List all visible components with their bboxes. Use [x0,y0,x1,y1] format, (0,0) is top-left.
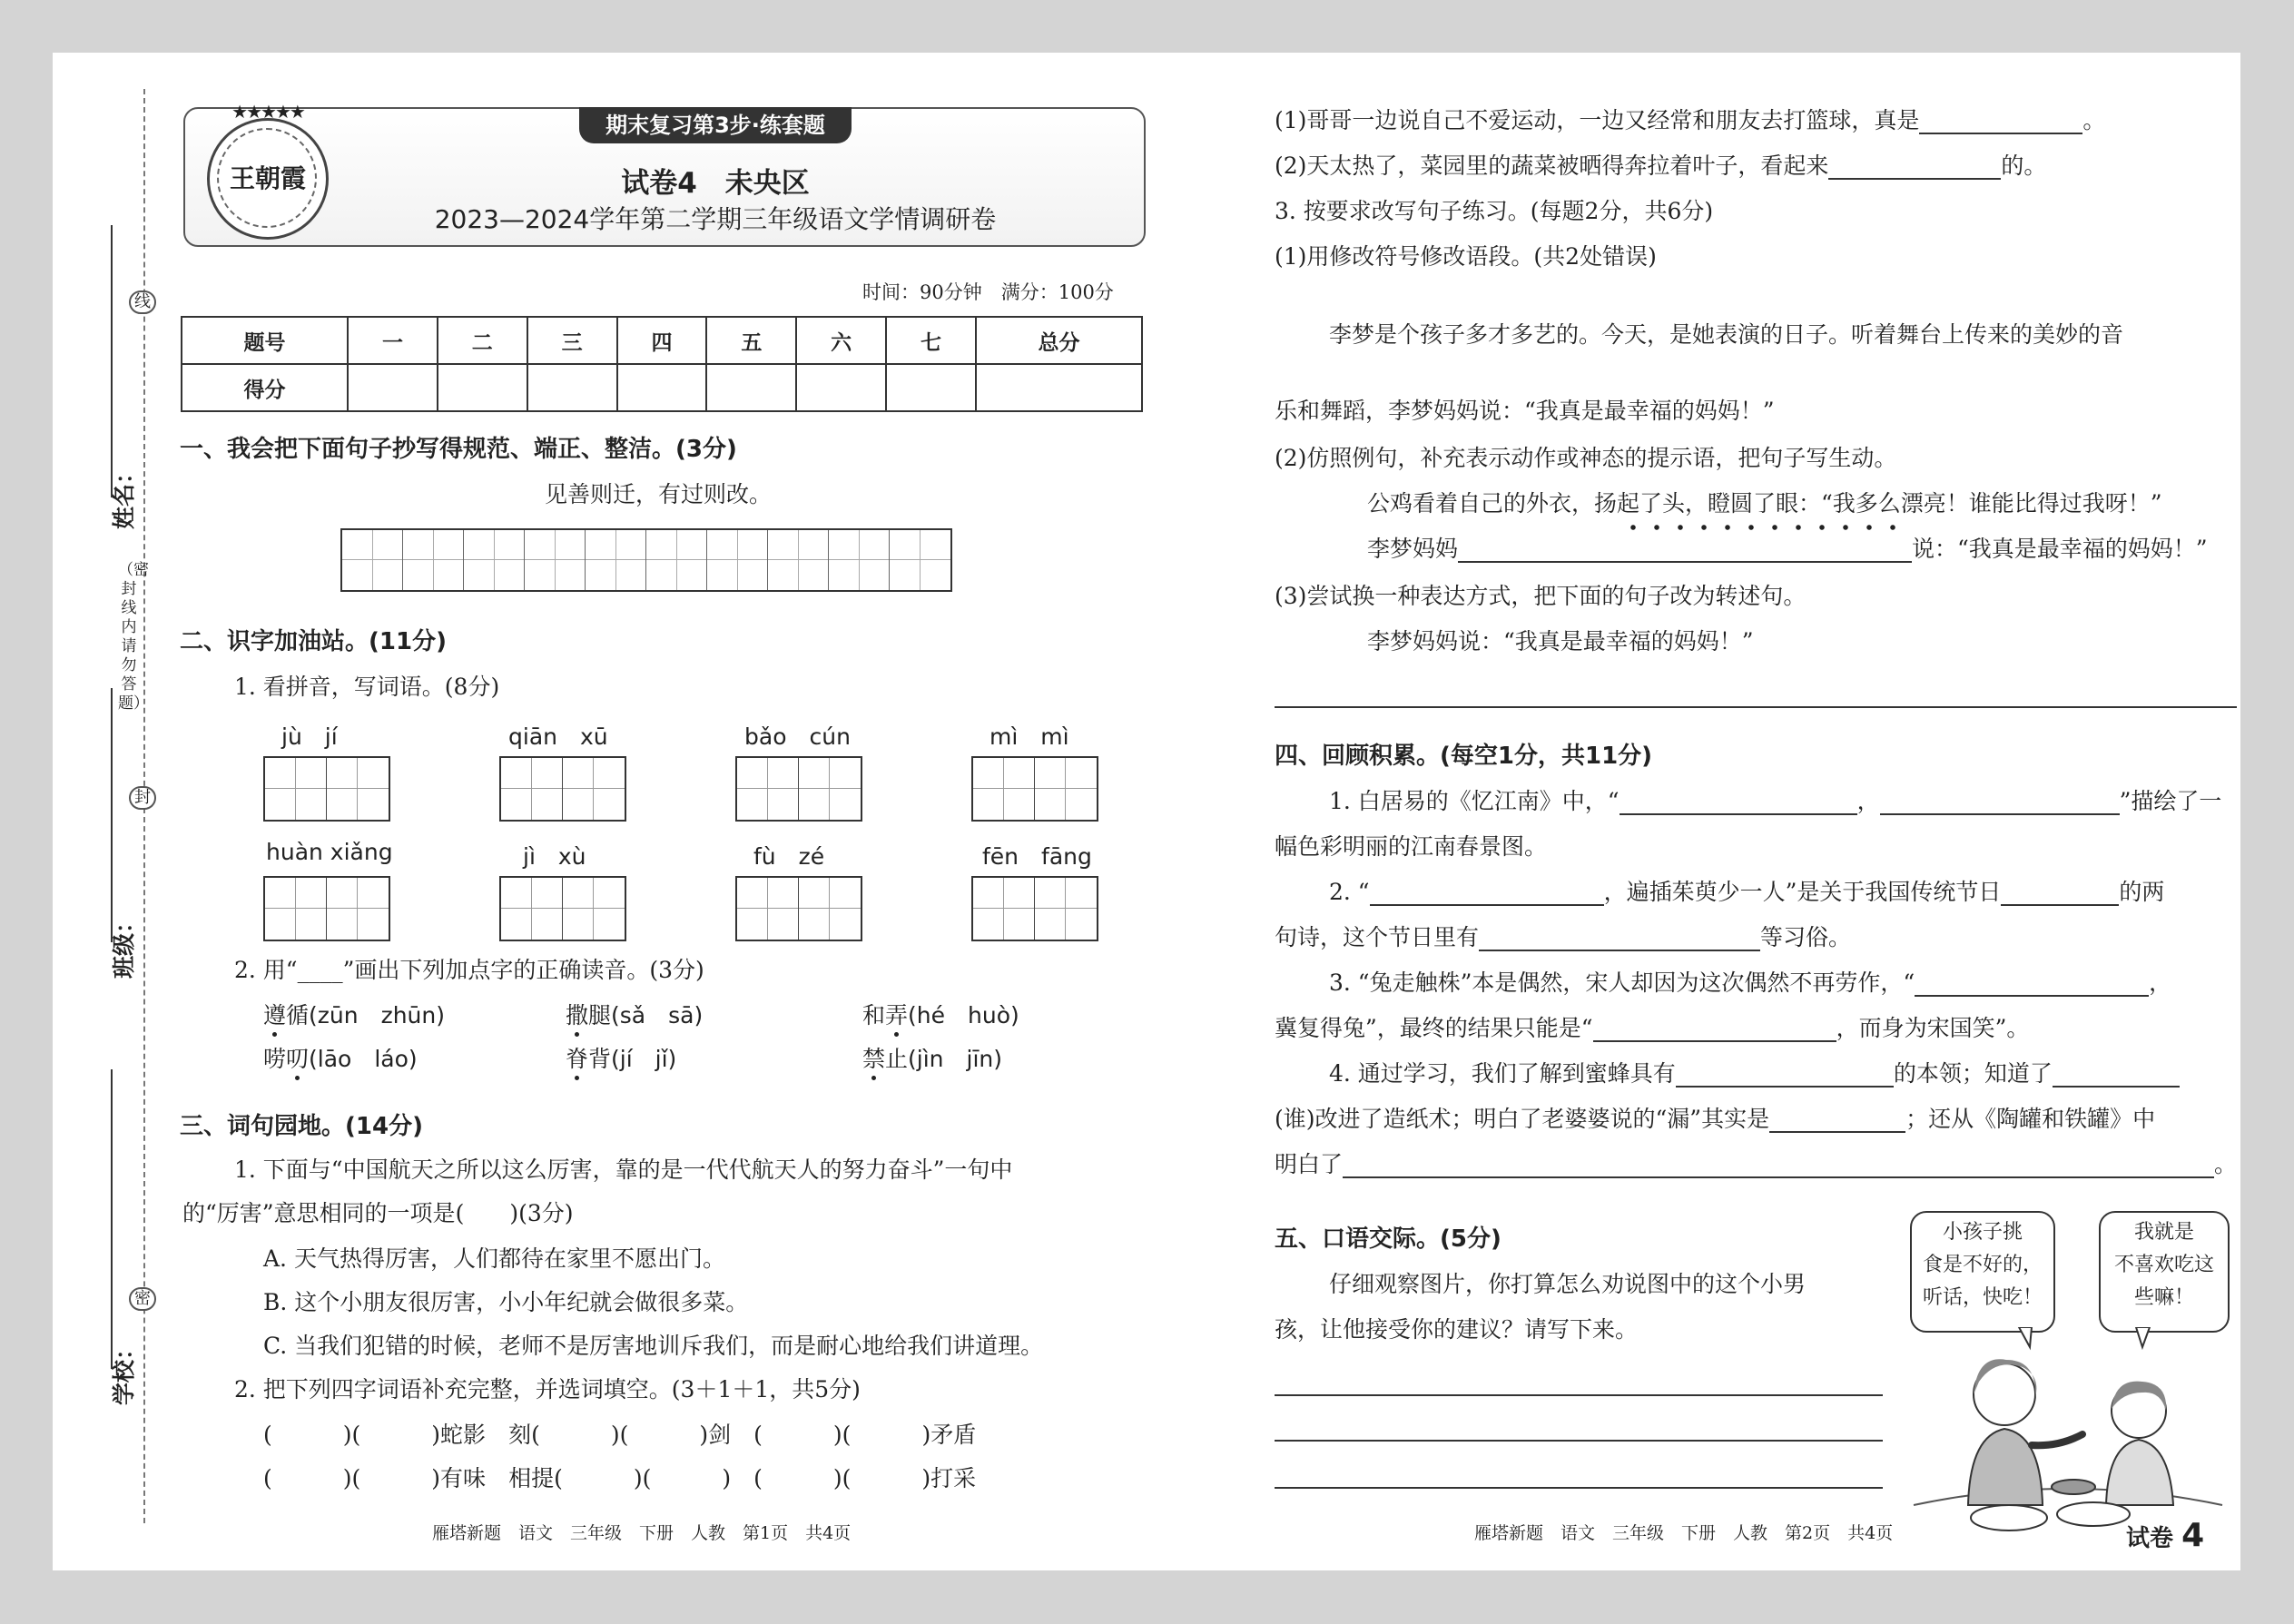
section5-title: 五、口语交际。(5分) [1275,1225,1501,1253]
grid-cell[interactable] [646,530,707,590]
char-cell[interactable] [563,758,625,820]
seal-mark-top: 线 [129,290,156,314]
blank[interactable] [1343,1153,2214,1178]
blank[interactable] [1620,790,1857,815]
pinyin-label: jì xù [523,843,586,870]
col-header: 题号 [182,317,348,364]
option-a[interactable]: A. 天气热得厉害，人们都待在家里不愿出门。 [263,1245,725,1272]
seal-notice: （密封线内请勿答题） [118,561,149,713]
answer-line[interactable] [1275,706,2237,708]
paper-tag-label: 试卷 [2126,1525,2174,1552]
score-cell[interactable] [706,364,796,411]
section4-title: 四、回顾积累。(每空1分，共11分) [1275,743,1653,770]
text: 句诗，这个节日里有 [1275,924,1480,950]
bowl [2052,1480,2095,1494]
char-cell[interactable] [501,758,563,820]
blank[interactable] [1370,881,1604,906]
s4-q3-cont[interactable] [1275,1015,2029,1042]
example-sentence [1367,490,2162,517]
option-c[interactable]: C. 当我们犯错的时候，老师不是厉害地训斥我们，而是耐心地给我们讲道理。 [263,1333,1044,1359]
paper-tag [2126,1516,2204,1555]
copy-sentence: 见善则迁，有过则改。 [545,481,773,507]
seal-mark-mid: 封 [129,786,156,810]
answer-box[interactable] [735,876,862,941]
item-post: 循(zūn zhūn) [286,1002,445,1029]
bubble-line: 听话，快吃！ [1922,1286,2043,1309]
answer-box[interactable] [735,756,862,822]
footer-right: 雁塔新题 语文 三年级 下册 人教 第2页 共4页 [1474,1523,1894,1543]
answer-box[interactable] [263,756,390,822]
char-cell[interactable] [737,878,799,940]
char-cell[interactable] [799,878,861,940]
pinyin-label: qiān xū [508,723,608,750]
char-cell[interactable] [265,758,327,820]
paper-number: 4 [2181,1517,2205,1554]
idiom-part: 刻 [508,1422,532,1448]
exam-sheet [53,53,2240,1570]
s3-q3-2: (2)仿照例句，补充表示动作或神态的提示语，把句子写生动。 [1275,445,1897,471]
idiom-row-2[interactable]: ( )( )有味 相提( )( ) ( )( )打采 [263,1465,977,1491]
logo-text: 王朝霞 [229,163,306,193]
s4-q1-cont: 幅色彩明丽的江南春景图。 [1275,833,1548,860]
bubble-tail-left [2019,1327,2032,1347]
char-cell[interactable] [1035,758,1097,820]
char-cell[interactable] [973,758,1035,820]
s5-desc2: 孩，让他接受你的建议？请写下来。 [1275,1316,1639,1343]
s3-q1-line1: 1. 下面与“中国航天之所以这么厉害，靠的是一代代航天人的努力奋斗”一句中 [234,1156,1013,1183]
blank[interactable] [1880,790,2120,815]
answer-box[interactable] [971,876,1098,941]
example-text: 公鸡看着自己的外衣，扬起了头，瞪圆了眼：“我多么漂亮！谁能比得过我呀！” [1367,490,2162,517]
blank[interactable] [1593,1017,1836,1042]
option-b[interactable]: B. 这个小朋友很厉害，小小年纪就会做很多菜。 [263,1289,749,1315]
pinyin-label: jù jí [281,723,338,750]
s4-q2-cont[interactable] [1275,924,1851,951]
blank[interactable] [1458,537,1912,563]
s3-q3: 3. 按要求改写句子练习。(每题2分，共6分) [1275,198,1714,224]
blank[interactable] [2001,881,2119,906]
grid-cell[interactable] [586,530,646,590]
grid-cell[interactable] [707,530,768,590]
blank[interactable] [2053,1062,2180,1088]
fill-2-text: (2)天太热了，菜园里的蔬菜被晒得奔拉着叶子，看起来 [1275,153,1829,179]
col-header: 二 [438,317,527,364]
reading-item[interactable] [263,1046,418,1073]
col-header: 六 [796,317,886,364]
pinyin-label: bǎo cún [744,723,851,750]
text: 的两 [2119,879,2165,905]
score-cell[interactable] [527,364,617,411]
grid-cell[interactable] [829,530,890,590]
char-cell[interactable] [563,878,625,940]
s5-desc1: 仔细观察图片，你打算怎么劝说图中的这个小男 [1329,1271,1807,1297]
grid-cell[interactable] [464,530,525,590]
paragraph-line1: 李梦是个孩子多才多艺的。今天，是她表演的日子。听着舞台上传来的美妙的音 [1329,321,2124,348]
col-header: 一 [348,317,438,364]
text: ， [2149,969,2172,996]
banner-label: 期末复习第3步·练套题 [579,107,852,143]
blank[interactable] [1828,154,2001,180]
text: (谁)改进了造纸术；明白了老婆婆说的“漏”其实是 [1275,1106,1770,1132]
item-post: (hé huò) [908,1002,1019,1029]
text: ，而身为宋国笑”。 [1836,1015,2030,1041]
char-cell[interactable] [327,878,389,940]
reading-item[interactable] [566,1002,703,1029]
col-header: 总分 [976,317,1142,364]
s3-q3-3: (3)尝试换一种表达方式，把下面的句子改为转述句。 [1275,583,1807,609]
char-cell[interactable] [265,878,327,940]
answer-line[interactable] [1275,1394,1883,1396]
dotted-char: 遵 [263,1002,287,1029]
plate-right [2057,1502,2130,1526]
text: 明白了 [1275,1151,1344,1177]
s4-q2[interactable] [1329,879,2164,906]
pinyin-label: fēn fāng [982,843,1092,870]
school-blank [111,1069,113,1369]
fill-1[interactable]: (1)哥哥一边说自己不爱运动，一边又经常和朋友去打篮球，真是 。 [1275,107,2106,133]
mimic-sentence[interactable] [1367,536,2208,563]
section2-title: 二、识字加油站。(11分) [180,628,447,655]
fill-1-text: (1)哥哥一边说自己不爱运动，一边又经常和朋友去打篮球，真是 [1275,107,1920,133]
text: ；还从《陶罐和铁罐》中 [1905,1106,2156,1132]
s4-q1[interactable] [1329,788,2221,815]
blank[interactable] [1919,109,2082,134]
fill-2[interactable] [1275,153,2046,180]
char-cell[interactable] [327,758,389,820]
grid-cell[interactable] [768,530,829,590]
idiom-part: 有味 [440,1465,487,1491]
score-cell[interactable] [886,364,976,411]
text: 等习俗。 [1760,924,1852,950]
exam-title: 试卷4 未央区 [621,167,810,200]
grid-cell[interactable] [403,530,464,590]
char-cell[interactable] [1035,878,1097,940]
plate-left [1971,1505,2047,1530]
speech-bubble-boy [2099,1211,2230,1333]
idiom-part: 相提 [508,1465,555,1491]
grid-cell[interactable] [342,530,403,590]
name-blank [111,225,113,497]
bubble-line: 食是不好的， [1922,1254,2043,1276]
mother-arm [2032,1434,2082,1445]
mimic-pre: 李梦妈妈 [1367,536,1459,562]
dining-illustration [1905,1327,2231,1545]
item-post: 背(jí jǐ) [588,1046,677,1072]
bubble-line: 小孩子挑 [1942,1221,2023,1244]
text: 4. 通过学习，我们了解到蜜蜂具有 [1329,1060,1676,1087]
dotted-char: 脊 [566,1046,589,1072]
idiom-part: 打采 [930,1465,977,1491]
answer-line[interactable] [1275,1440,1883,1442]
score-cell[interactable] [438,364,527,411]
text: 2. “ [1329,879,1370,905]
s2-q1: 1. 看拼音，写词语。(8分) [234,674,500,700]
score-cell[interactable] [976,364,1142,411]
section3-title: 三、词句园地。(14分) [180,1113,423,1140]
dotted-char: 叨 [286,1046,310,1072]
score-value-row [182,364,1142,411]
answer-line[interactable] [1275,1487,1883,1489]
s4-q3[interactable] [1329,969,2171,997]
mimic-post: 说：“我真是最幸福的妈妈！” [1912,536,2208,562]
mother-body [1968,1429,2043,1505]
text: ，遍插茱萸少一人”是关于我国传统节日 [1603,879,2002,905]
score-cell[interactable] [796,364,886,411]
char-cell[interactable] [799,758,861,820]
col-header: 四 [617,317,707,364]
pinyin-label: mì mì [989,723,1069,750]
copy-writing-grid[interactable] [340,528,952,592]
blank[interactable] [1915,971,2149,997]
fill-2-end: 的。 [2001,153,2047,179]
s3-q1-line2: 的“厉害”意思相同的一项是( )(3分) [182,1200,574,1226]
idiom-row-1[interactable]: ( )( )蛇影 刻( )( )剑 ( )( )矛盾 [263,1422,977,1448]
idiom-part: 剑 [708,1422,732,1448]
text: 1. 白居易的《忆江南》中，“ [1329,788,1620,814]
text: 。 [2214,1151,2238,1177]
char-cell[interactable] [501,878,563,940]
s4-q4-cont[interactable] [1275,1106,2155,1133]
s2-q2: 2. 用“____”画出下列加点字的正确读音。(3分) [234,957,704,983]
speech-bubble-mother [1910,1211,2055,1333]
s4-q4-end[interactable] [1275,1151,2237,1178]
idiom-part: 蛇影 [440,1422,487,1448]
time-info: 时间：90分钟 满分：100分 [862,281,1114,303]
dotted-char: 禁 [862,1046,886,1072]
score-header-row [182,317,1142,364]
item-pre: 唠 [263,1046,287,1072]
name-label: 姓名： [111,460,137,529]
bubble-line: 不喜欢吃这 [2113,1254,2214,1276]
section1-title: 一、我会把下面句子抄写得规范、端正、整洁。(3分) [180,436,737,463]
bubble-tail-right [2136,1327,2150,1347]
col-header: 七 [886,317,976,364]
col-header: 五 [706,317,796,364]
answer-box[interactable] [971,756,1098,822]
reading-item[interactable] [566,1046,676,1073]
char-cell[interactable] [737,758,799,820]
paragraph-line2: 乐和舞蹈，李梦妈妈说：“我真是最幸福的妈妈！” [1275,398,1775,424]
s3-q2: 2. 把下列四字词语补充完整，并选词填空。(3＋1＋1，共5分) [234,1376,861,1403]
example-dots [1621,525,1912,530]
row-label: 得分 [182,364,348,411]
pinyin-label: huàn xiǎng [266,839,393,865]
s4-q4[interactable] [1329,1060,2180,1088]
blank[interactable] [1676,1062,1894,1088]
answer-box[interactable] [499,756,626,822]
col-header: 三 [527,317,617,364]
dotted-char: 撒 [566,1002,589,1029]
school-label: 学校： [111,1336,137,1405]
score-cell[interactable] [617,364,707,411]
logo-seal [207,101,329,240]
dotted-char: 弄 [885,1002,909,1029]
class-label: 班级： [111,910,137,979]
answer-box[interactable] [499,876,626,941]
item-post: (lāo láo) [309,1046,418,1072]
text: ”描绘了一 [2119,788,2222,814]
quote-sentence: 李梦妈妈说：“我真是最幸福的妈妈！” [1367,628,1754,655]
answer-box[interactable] [263,876,390,941]
reading-item[interactable] [862,1002,1019,1029]
grid-cell[interactable] [525,530,586,590]
bubble-line: 我就是 [2133,1221,2194,1244]
item-post: 止(jìn jīn) [885,1046,1002,1072]
seal-mark-bottom: 密 [129,1287,156,1311]
item-pre: 和 [862,1002,886,1029]
blank[interactable] [1769,1107,1905,1133]
char-cell[interactable] [973,878,1035,940]
item-post: 腿(sǎ sā) [588,1002,704,1029]
logo-stars: ★★★★★ [231,101,304,123]
boy-body [2106,1440,2173,1505]
reading-item[interactable] [263,1002,445,1029]
text: 的本领；知道了 [1893,1060,2053,1087]
score-cell[interactable] [348,364,438,411]
text: 3. “兔走触株”本是偶然，宋人却因为这次偶然不再劳作，“ [1329,969,1915,996]
footer-left: 雁塔新题 语文 三年级 下册 人教 第1页 共4页 [432,1523,852,1543]
pinyin-label: fù zé [753,843,825,870]
class-blank [111,688,113,942]
text: ， [1856,788,1880,814]
grid-cell[interactable] [890,530,950,590]
s3-q3-1: (1)用修改符号修改语段。(共2处错误) [1275,243,1657,270]
bubble-line: 些嘛！ [2133,1286,2194,1309]
text: 冀复得兔”，最终的结果只能是“ [1275,1015,1593,1041]
reading-item[interactable] [862,1046,1002,1073]
exam-subtitle: 2023—2024学年第二学期三年级语文学情调研卷 [434,204,997,234]
blank[interactable] [1479,926,1760,951]
idiom-part: 矛盾 [930,1422,977,1448]
score-table [181,316,1143,412]
